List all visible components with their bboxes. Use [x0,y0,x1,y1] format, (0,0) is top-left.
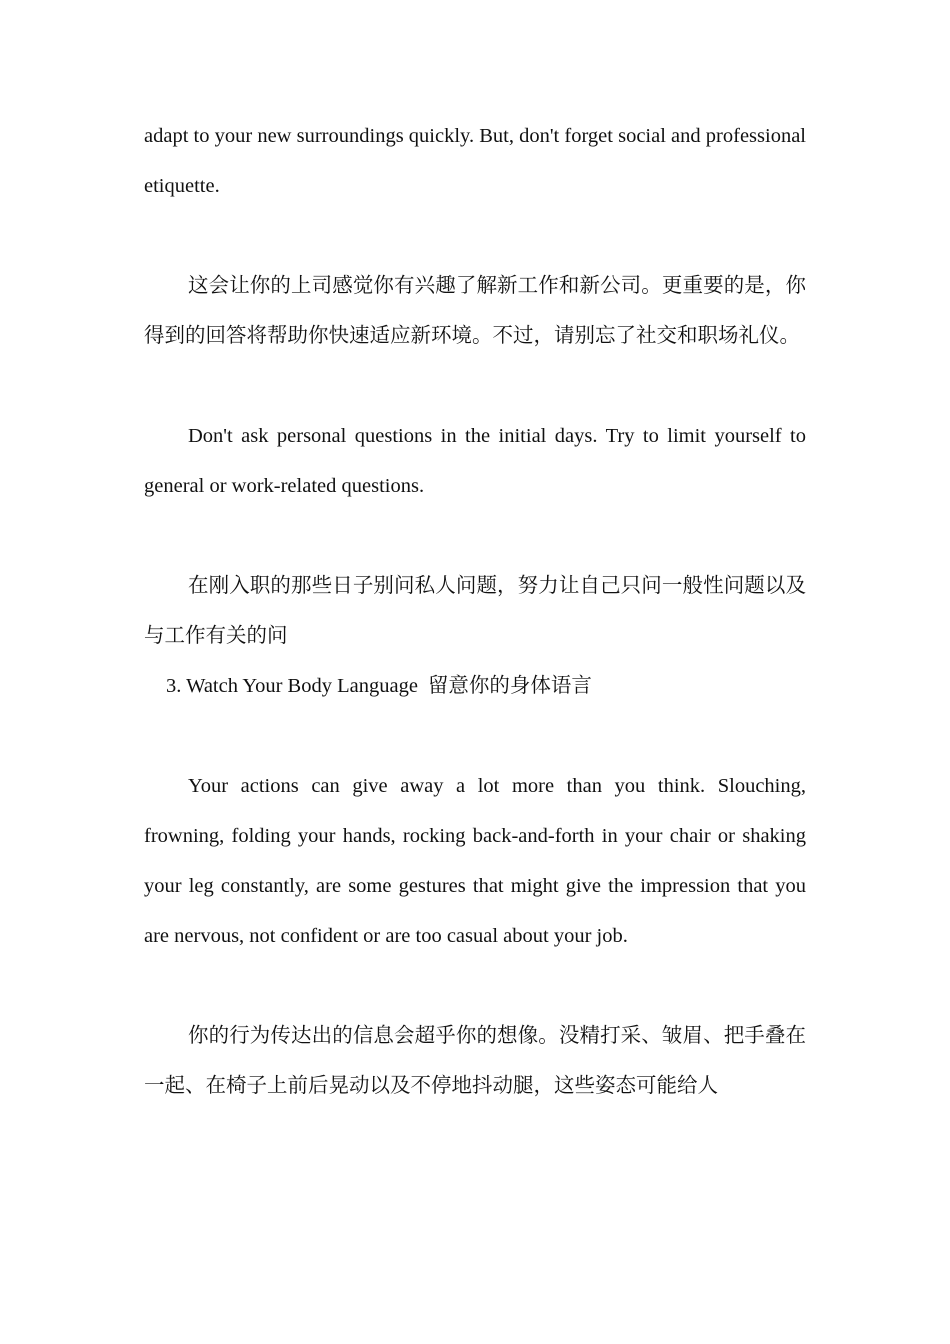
paragraph-gap [144,711,806,761]
paragraph-gap [144,961,806,1011]
document-body [144,111,806,1111]
paragraph-1: adapt to your new surroundings quickly. But, don't forget social and professional etiquette. [144,125,806,197]
section-heading [144,661,806,711]
paragraph-gap [144,361,806,411]
paragraph-3: Don't ask personal questions in the initial days. Try to limit yourself to general or work-related questions. [144,425,806,497]
paragraph-5: Your actions can give away a lot more than you think. Slouching, frowning, folding your hands, rocking back-and-forth in your chair or shaking your leg constantly, are some gestures that might give the impression that you are nervous, not confident or are too casual about your job. [144,775,806,947]
paragraph-6: 你的行为传达出的信息会超乎你的想像。没精打采、皱眉、把手叠在一起、在椅子上前后晃动以及不停地抖动腿，这些姿态可能给人 [144,1025,806,1097]
paragraph-4: 在刚入职的那些日子别问私人问题，努力让自己只问一般性问题以及与工作有关的问 [144,575,806,647]
paragraph-gap [144,511,806,561]
paragraph-gap [144,211,806,261]
section-heading-english: 3. Watch Your Body Language [166,675,418,697]
section-heading-chinese: 留意你的身体语言 [427,675,592,697]
paragraph-2: 这会让你的上司感觉你有兴趣了解新工作和新公司。更重要的是，你得到的回答将帮助你快速适应新环境。不过，请别忘了社交和职场礼仪。 [144,275,806,347]
